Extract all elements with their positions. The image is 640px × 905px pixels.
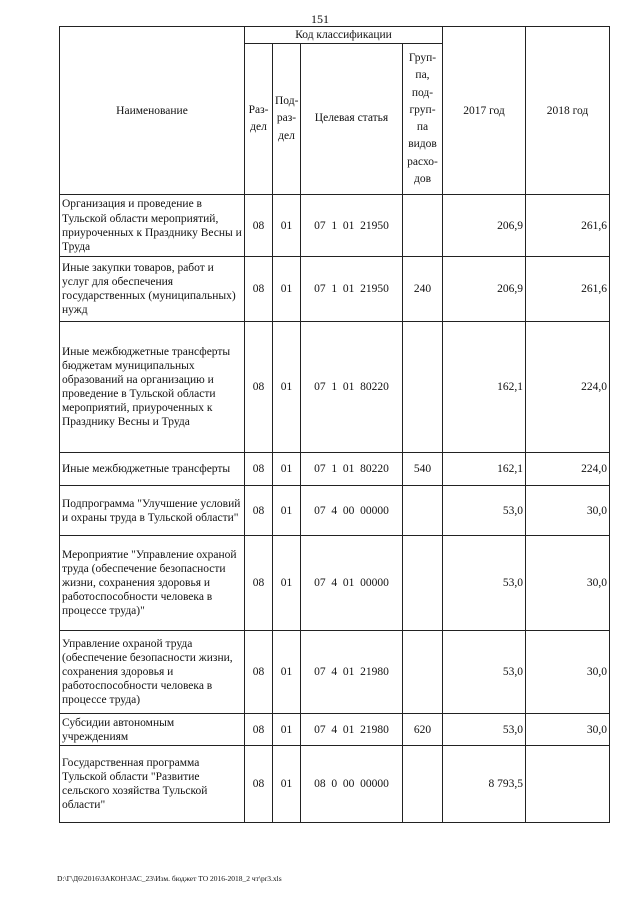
row-2017: 162,1 [443,453,526,486]
row-type: 540 [403,453,443,486]
header-row-top [60,27,610,44]
table-row [60,453,610,486]
row-section: 08 [245,257,273,322]
budget-table [59,26,610,823]
header-name: Наименование [60,27,245,195]
row-target: 07 1 01 80220 [301,322,403,453]
row-section: 08 [245,195,273,257]
table-row [60,536,610,631]
header-target: Целевая статья [301,44,403,195]
row-2017: 162,1 [443,322,526,453]
row-section: 08 [245,714,273,746]
row-section: 08 [245,536,273,631]
row-name: Иные межбюджетные трансферты бюджетам муниципальных образований на организацию и проведение в Тульской области мероприятий, приуроченных к Празднику Весны и Труда [60,322,245,453]
row-type [403,195,443,257]
row-section: 08 [245,322,273,453]
row-type [403,746,443,823]
row-2018: 30,0 [526,714,610,746]
row-subsection: 01 [273,257,301,322]
row-target: 07 1 01 80220 [301,453,403,486]
row-subsection: 01 [273,631,301,714]
row-2018: 224,0 [526,453,610,486]
table-row [60,322,610,453]
row-2017: 53,0 [443,631,526,714]
row-subsection: 01 [273,195,301,257]
row-2017: 53,0 [443,486,526,536]
row-2018: 30,0 [526,536,610,631]
row-2017: 53,0 [443,536,526,631]
table-row [60,486,610,536]
row-target: 07 4 00 00000 [301,486,403,536]
row-type: 620 [403,714,443,746]
row-target: 07 1 01 21950 [301,257,403,322]
row-name: Управление охраной труда (обеспечение безопасности жизни, сохранения здоровья и работоспособности человека в процессе труда) [60,631,245,714]
table-row [60,631,610,714]
row-subsection: 01 [273,453,301,486]
header-code-group: Код классификации [245,27,443,44]
row-name: Мероприятие "Управление охраной труда (обеспечение безопасности жизни, сохранения здоровья и работоспособности человека в процессе труда)" [60,536,245,631]
row-subsection: 01 [273,714,301,746]
row-2017: 53,0 [443,714,526,746]
header-year-2017: 2017 год [443,27,526,195]
row-type [403,631,443,714]
row-2017: 206,9 [443,257,526,322]
row-2018: 30,0 [526,631,610,714]
footer-file-path: D:\Г\Д6\2016\ЗАКОН\ЗАС_23\Изм. бюджет ТО 2016-2018_2 чт\pr3.xls [57,874,282,883]
row-target: 07 4 01 00000 [301,536,403,631]
row-2018: 30,0 [526,486,610,536]
row-target: 07 4 01 21980 [301,714,403,746]
row-name: Государственная программа Тульской области "Развитие сельского хозяйства Тульской области" [60,746,245,823]
header-subsection: Под- раз- дел [273,44,301,195]
row-2018: 224,0 [526,322,610,453]
row-2018: 261,6 [526,195,610,257]
row-section: 08 [245,486,273,536]
row-name: Подпрограмма "Улучшение условий и охраны труда в Тульской области" [60,486,245,536]
row-type [403,322,443,453]
table-row [60,257,610,322]
row-subsection: 01 [273,322,301,453]
table-row [60,195,610,257]
table-row [60,714,610,746]
row-type [403,536,443,631]
header-expense-type: Груп- па, под- груп- па видов расхо- дов [403,44,443,195]
row-name: Организация и проведение в Тульской области мероприятий, приуроченных к Празднику Весны и Труда [60,195,245,257]
row-target: 08 0 00 00000 [301,746,403,823]
row-type [403,486,443,536]
row-type: 240 [403,257,443,322]
row-section: 08 [245,453,273,486]
row-name: Субсидии автономным учреждениям [60,714,245,746]
header-year-2018: 2018 год [526,27,610,195]
row-section: 08 [245,746,273,823]
row-subsection: 01 [273,746,301,823]
page-number: 151 [311,12,329,26]
row-subsection: 01 [273,536,301,631]
row-section: 08 [245,631,273,714]
row-subsection: 01 [273,486,301,536]
row-2018: 261,6 [526,257,610,322]
row-2018 [526,746,610,823]
row-name: Иные межбюджетные трансферты [60,453,245,486]
row-2017: 8 793,5 [443,746,526,823]
table-row [60,746,610,823]
row-target: 07 4 01 21980 [301,631,403,714]
row-target: 07 1 01 21950 [301,195,403,257]
header-section: Раз- дел [245,44,273,195]
row-name: Иные закупки товаров, работ и услуг для обеспечения государственных (муниципальных) нужд [60,257,245,322]
row-2017: 206,9 [443,195,526,257]
